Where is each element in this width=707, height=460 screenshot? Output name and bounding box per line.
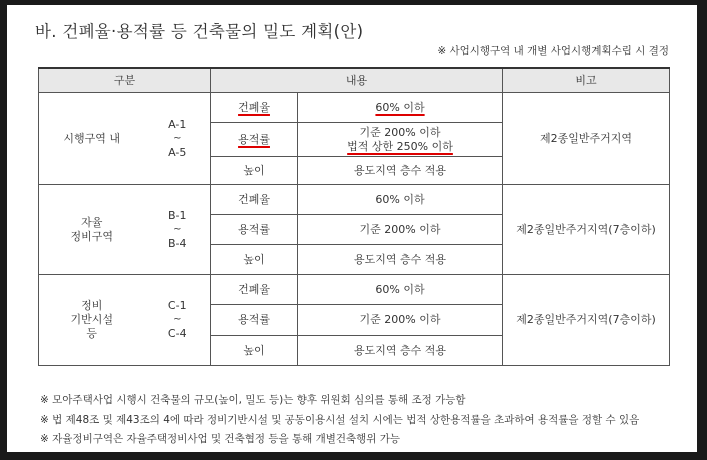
header-remark: 비고 — [503, 68, 670, 93]
item-label: 용적률 — [211, 123, 298, 157]
item-value: 기준 200% 이하 — [298, 305, 503, 336]
item-value: 60% 이하 — [298, 93, 503, 123]
item-label: 용적률 — [211, 305, 298, 336]
group-name: 시행구역 내 — [39, 93, 145, 185]
group-code-range: B-1 ~ B-4 — [145, 185, 211, 275]
item-label: 높이 — [211, 336, 298, 366]
item-label: 용적률 — [211, 215, 298, 245]
table-header-row — [39, 68, 670, 93]
document-page — [7, 5, 697, 452]
footnote: ※ 자율정비구역은 자율주택정비사업 및 건축협정 등을 통해 개별건축행위 가능 — [40, 433, 401, 445]
header-category: 구분 — [39, 68, 211, 93]
table-row — [39, 93, 670, 123]
group-name: 자율 정비구역 — [39, 185, 145, 275]
item-value: 용도지역 층수 적용 — [298, 336, 503, 366]
item-value: 기준 200% 이하 — [298, 215, 503, 245]
item-value: 용도지역 층수 적용 — [298, 245, 503, 275]
header-content: 내용 — [211, 68, 503, 93]
density-plan-table — [38, 67, 670, 366]
item-label: 건폐율 — [211, 275, 298, 305]
footnote: ※ 법 제48조 및 제43조의 4에 따라 정비기반시설 및 공동이용시설 설치 시에는 법적 상한용적률을 초과하여 용적률을 정할 수 있음 — [40, 413, 640, 426]
group-code-range: A-1 ~ A-5 — [145, 93, 211, 185]
top-note: ※ 사업시행구역 내 개별 사업시행계획수립 시 결정 — [437, 45, 669, 57]
remark-cell: 제2종일반주거지역 — [503, 93, 670, 185]
group-code-range: C-1 ~ C-4 — [145, 275, 211, 366]
item-value: 60% 이하 — [298, 275, 503, 305]
item-value: 용도지역 층수 적용 — [298, 157, 503, 185]
remark-cell: 제2종일반주거지역(7층이하) — [503, 275, 670, 366]
item-label: 건폐율 — [211, 185, 298, 215]
section-title: 바. 건폐율·용적률 등 건축물의 밀도 계획(안) — [35, 22, 364, 41]
item-label: 높이 — [211, 245, 298, 275]
item-value: 기준 200% 이하 법적 상한 250% 이하 — [298, 123, 503, 157]
item-label: 높이 — [211, 157, 298, 185]
item-label: 건폐율 — [211, 93, 298, 123]
group-name: 정비 기반시설 등 — [39, 275, 145, 366]
table-row — [39, 275, 670, 305]
footnotes — [40, 391, 639, 450]
footnote: ※ 모아주택사업 시행시 건축물의 규모(높이, 밀도 등)는 향후 위원회 심의를 통해 조정 가능함 — [40, 394, 466, 406]
table-row — [39, 185, 670, 215]
remark-cell: 제2종일반주거지역(7층이하) — [503, 185, 670, 275]
item-value: 60% 이하 — [298, 185, 503, 215]
